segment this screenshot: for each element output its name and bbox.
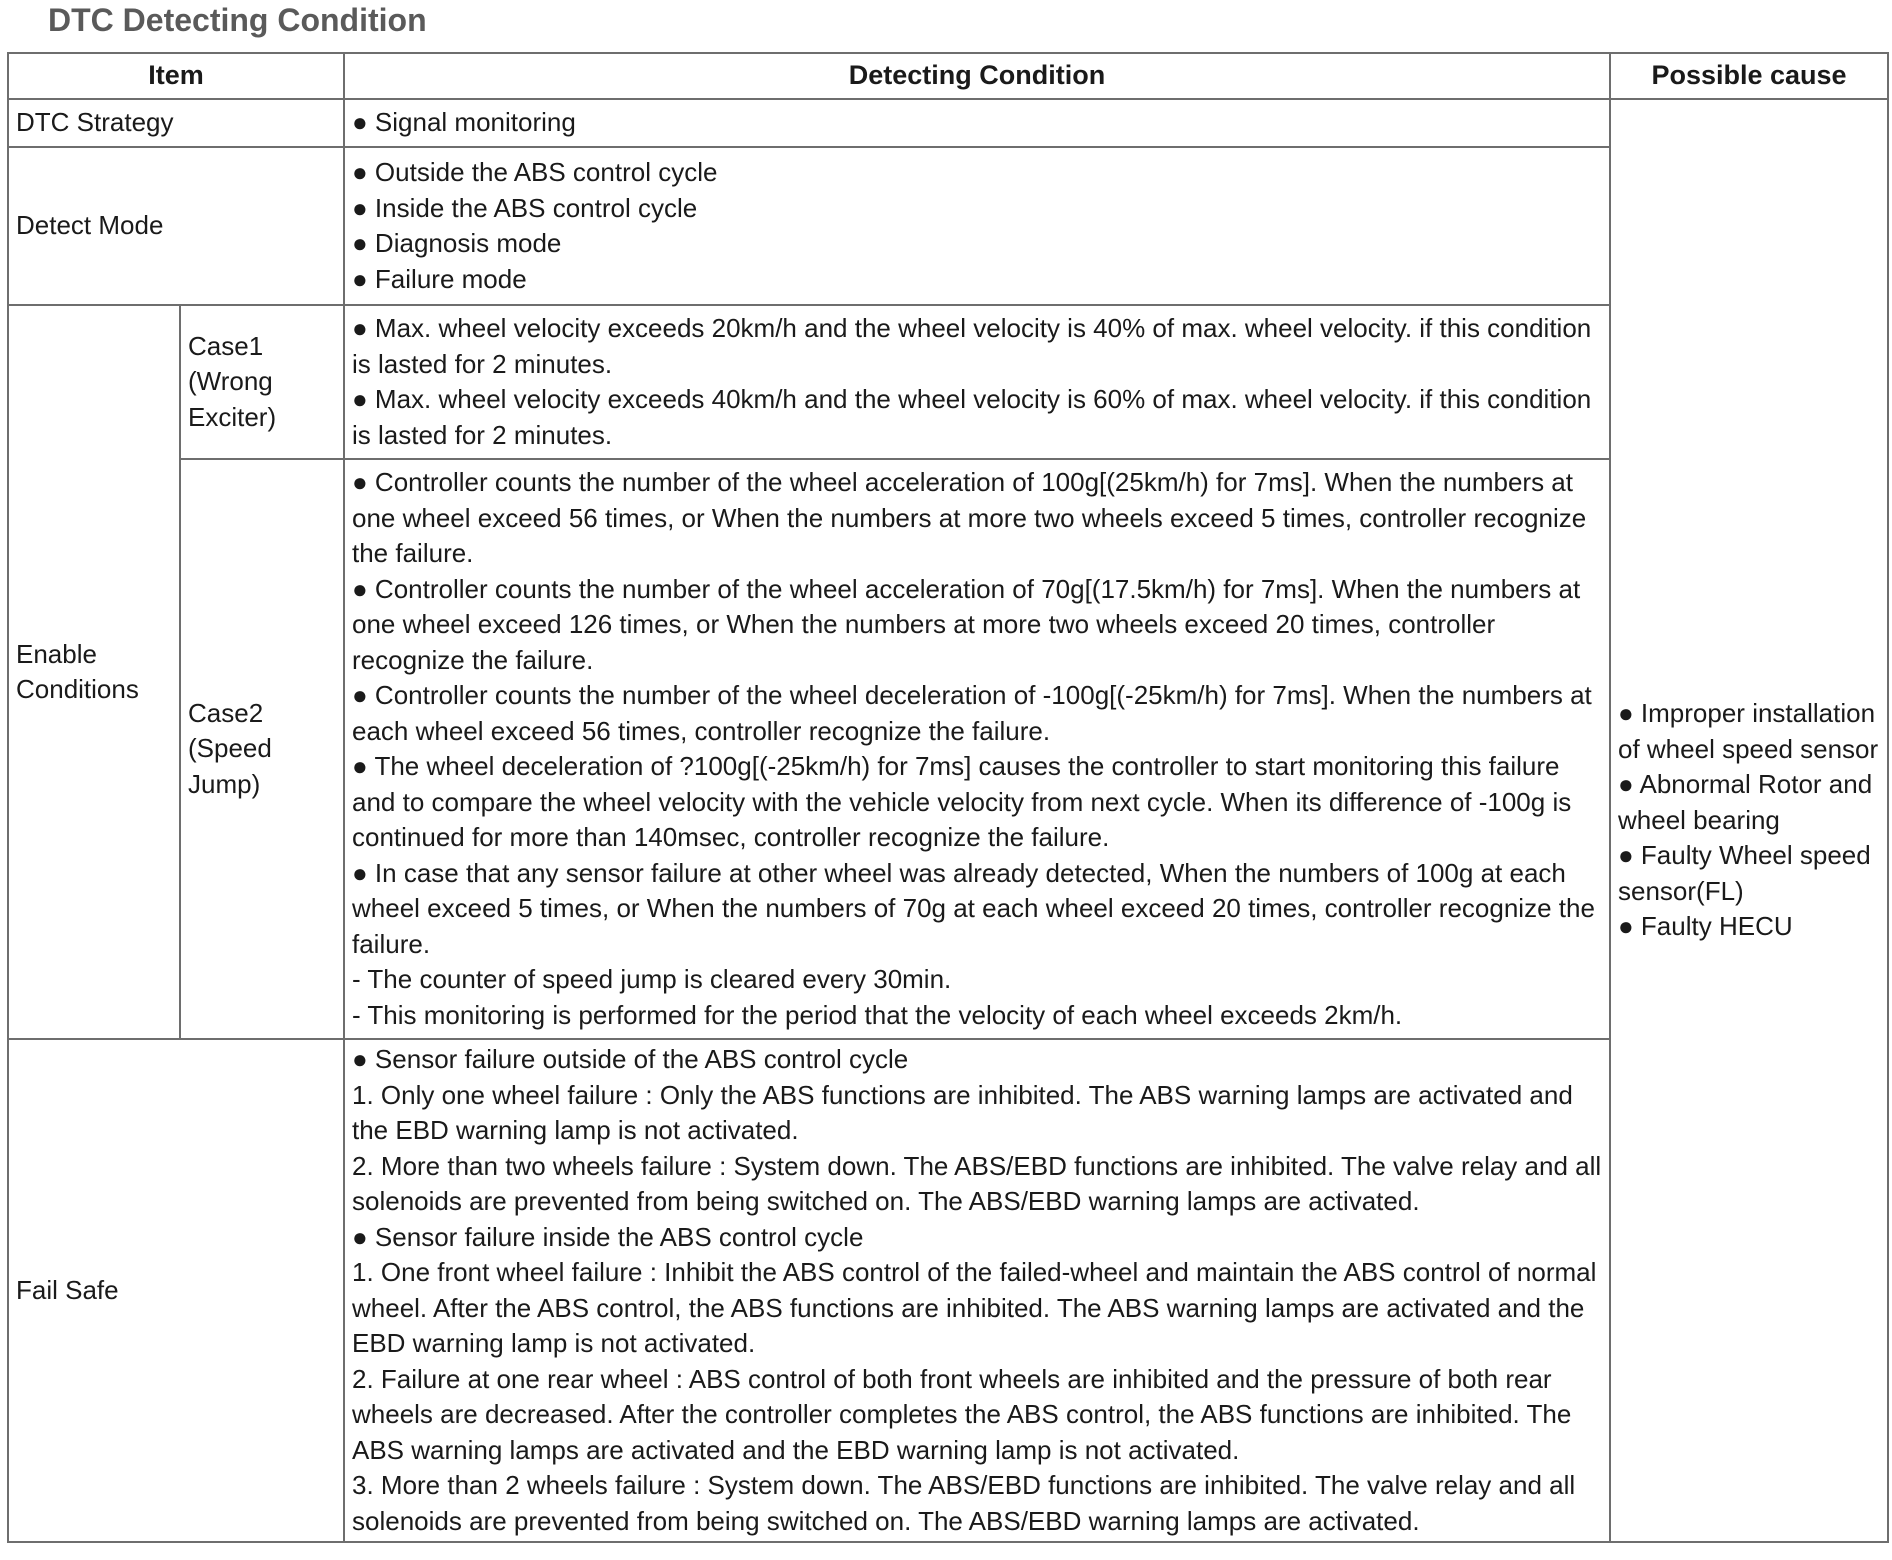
condition-line: 2. More than two wheels failure : System down. The ABS/EBD functions are inhibited. The valve relay and all solenoids are prevented from being switched on. The ABS/EBD warning lamps are activated.	[352, 1150, 1602, 1216]
condition-line: ● Failure mode	[352, 263, 527, 294]
item-fail-safe: Fail Safe	[8, 1039, 344, 1542]
condition-line: ● Sensor failure inside the ABS control cycle	[352, 1221, 864, 1252]
item-dtc-strategy: DTC Strategy	[8, 99, 344, 147]
possible-cause-item: ● Abnormal Rotor and wheel bearing	[1618, 769, 1873, 835]
condition-line: ● Max. wheel velocity exceeds 40km/h and the wheel velocity is 60% of max. wheel velocity. if this condition is lasted for 2 minutes.	[352, 384, 1592, 450]
table-row-enable-case1	[8, 305, 1888, 459]
condition-line: ● Controller counts the number of the wheel acceleration of 100g[(25km/h) for 7ms]. When the numbers at one wheel exceed 56 times, or When the numbers at more two wheels exceed 5 times, controller recognize the failure.	[352, 467, 1587, 568]
condition-line: ● Controller counts the number of the wheel acceleration of 70g[(17.5km/h) for 7ms]. When the numbers at one wheel exceed 126 times, or When the numbers at more two wheels exceed 20 times, controller recognize the failure.	[352, 573, 1581, 675]
condition-line: ● Sensor failure outside of the ABS control cycle	[352, 1044, 909, 1074]
condition-line: ● The wheel deceleration of ?100g[(-25km/h) for 7ms] causes the controller to start monitoring this failure and to compare the wheel velocity with the vehicle velocity from next cycle. When its difference of -100g is continued for more than 140msec, controller recognize the failure.	[352, 751, 1572, 852]
item-detect-mode: Detect Mode	[8, 147, 344, 305]
condition-line: ● Inside the ABS control cycle	[352, 192, 698, 223]
possible-cause-item: ● Faulty HECU	[1618, 911, 1793, 942]
condition-line: ● Outside the ABS control cycle	[352, 157, 718, 187]
header-item: Item	[8, 53, 344, 99]
item-case2: Case2 (Speed Jump)	[180, 459, 344, 1039]
header-possible-cause: Possible cause	[1610, 53, 1888, 99]
page-title: DTC Detecting Condition	[48, 2, 427, 38]
condition-line: ● Max. wheel velocity exceeds 20km/h and the wheel velocity is 40% of max. wheel velocity. if this condition is lasted for 2 minutes.	[352, 313, 1592, 379]
table-row-enable-case2	[8, 459, 1888, 1039]
condition-case1	[344, 305, 1610, 459]
condition-line: - The counter of speed jump is cleared every 30min.	[352, 964, 952, 994]
condition-line: 2. Failure at one rear wheel : ABS control of both front wheels are inhibited and the pressure of both rear wheels are decreased. After the controller completes the ABS control, the ABS functions are inhibited. The ABS warning lamps are activated and the EBD warning lamp is not activated.	[352, 1363, 1572, 1465]
header-row	[8, 53, 1888, 99]
condition-line: 3. More than 2 wheels failure : System down. The ABS/EBD functions are inhibited. The valve relay and all solenoids are prevented from being switched on. The ABS/EBD warning lamps are activated.	[352, 1470, 1576, 1536]
condition-line: ● In case that any sensor failure at other wheel was already detected, When the numbers of 100g at each wheel exceed 5 times, or When the numbers of 70g at each wheel exceed 20 times, controller recognize the failure.	[352, 857, 1595, 959]
possible-cause-item: ● Faulty Wheel speed sensor(FL)	[1618, 840, 1871, 906]
condition-line: 1. Only one wheel failure : Only the ABS functions are inhibited. The ABS warning lamps are activated and the EBD warning lamp is not activated.	[352, 1079, 1573, 1145]
possible-cause-cell	[1610, 99, 1888, 1542]
item-case1: Case1 (Wrong Exciter)	[180, 305, 344, 459]
possible-cause-item: ● Improper installation of wheel speed sensor	[1618, 698, 1879, 764]
item-enable-conditions: Enable Conditions	[8, 305, 180, 1039]
condition-case2	[344, 459, 1610, 1039]
condition-detect-mode	[344, 147, 1610, 305]
condition-fail-safe	[344, 1039, 1610, 1542]
condition-line: ● Controller counts the number of the wheel deceleration of -100g[(-25km/h) for 7ms]. When the numbers at each wheel exceed 56 times, controller recognize the failure.	[352, 680, 1592, 746]
condition-line: ● Signal monitoring	[352, 107, 576, 138]
dtc-detecting-condition-table	[7, 52, 1889, 1543]
condition-line: 1. One front wheel failure : Inhibit the ABS control of the failed-wheel and maintain the ABS control of normal wheel. After the ABS control, the ABS functions are inhibited. The ABS warning lamps are activated and the EBD warning lamp is not activated.	[352, 1257, 1597, 1358]
condition-dtc-strategy	[344, 99, 1610, 147]
table-row-fail-safe	[8, 1039, 1888, 1542]
condition-line: ● Diagnosis mode	[352, 228, 562, 258]
condition-line: - This monitoring is performed for the period that the velocity of each wheel exceeds 2km/h.	[352, 999, 1403, 1030]
header-detecting-condition: Detecting Condition	[344, 53, 1610, 99]
table-row-dtc-strategy	[8, 99, 1888, 147]
table-row-detect-mode	[8, 147, 1888, 305]
